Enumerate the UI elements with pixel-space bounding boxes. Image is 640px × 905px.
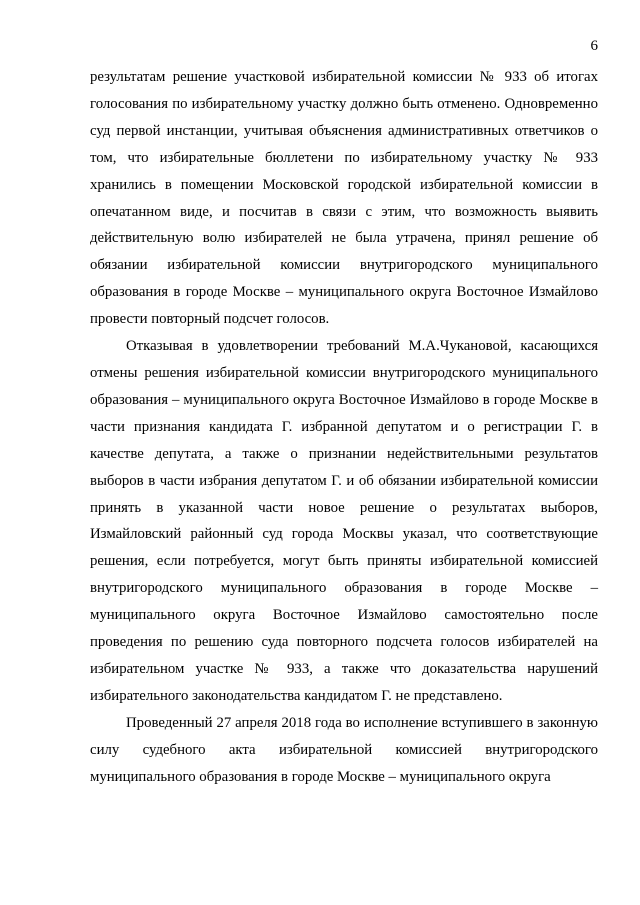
paragraph-continued: результатам решение участковой избирательной комиссии № 933 об итогах голосования по избирательному участку должно быть отменено. Одновременно суд первой инстанции, учитывая объяснения административных ответчиков о том, что избирательные бюллетени по избирательному участку № 933 хранились в помещении Московской городской избирательной комиссии в опечатанном виде, и посчитав в связи с этим, что возможность выявить действительную волю избирателей не была утрачена, принял решение об обязании избирательной комиссии внутригородского муниципального образования в городе Москве – муниципального округа Восточное Измайлово провести повторный подсчет голосов. [90,69,598,328]
page-number: 6 [590,38,598,54]
paragraph: Проведенный 27 апреля 2018 года во исполнение вступившего в законную силу судебного акта избирательной комиссией внутригородского муниципального образования в городе Москве – муниципального округа [90,714,598,785]
paragraph: Отказывая в удовлетворении требований М.А.Чукановой, касающихся отмены решения избирательной комиссии внутригородского муниципального образования – муниципального округа Восточное Измайлово в городе Москве в части признания кандидата Г. избранной депутатом и о регистрации Г. в качестве депутата, а также о признании недействительными результатов выборов в части избрания депутатом Г. и об обязании избирательной комиссии принять в указанной части новое решение о результатах выборов, Измайловский районный суд города Москвы указал, что соответствующие решения, если потребуется, могут быть приняты избирательной комиссией внутригородского муниципального образования в городе Москве – муниципального округа Восточное Измайлово самостоятельно после проведения по решению суда повторного подсчета голосов избирателей на избирательном участке № 933, а также что доказательства нарушений избирательного законодательства кандидатом Г. не представлено. [90,338,598,704]
document-body [90,64,598,790]
